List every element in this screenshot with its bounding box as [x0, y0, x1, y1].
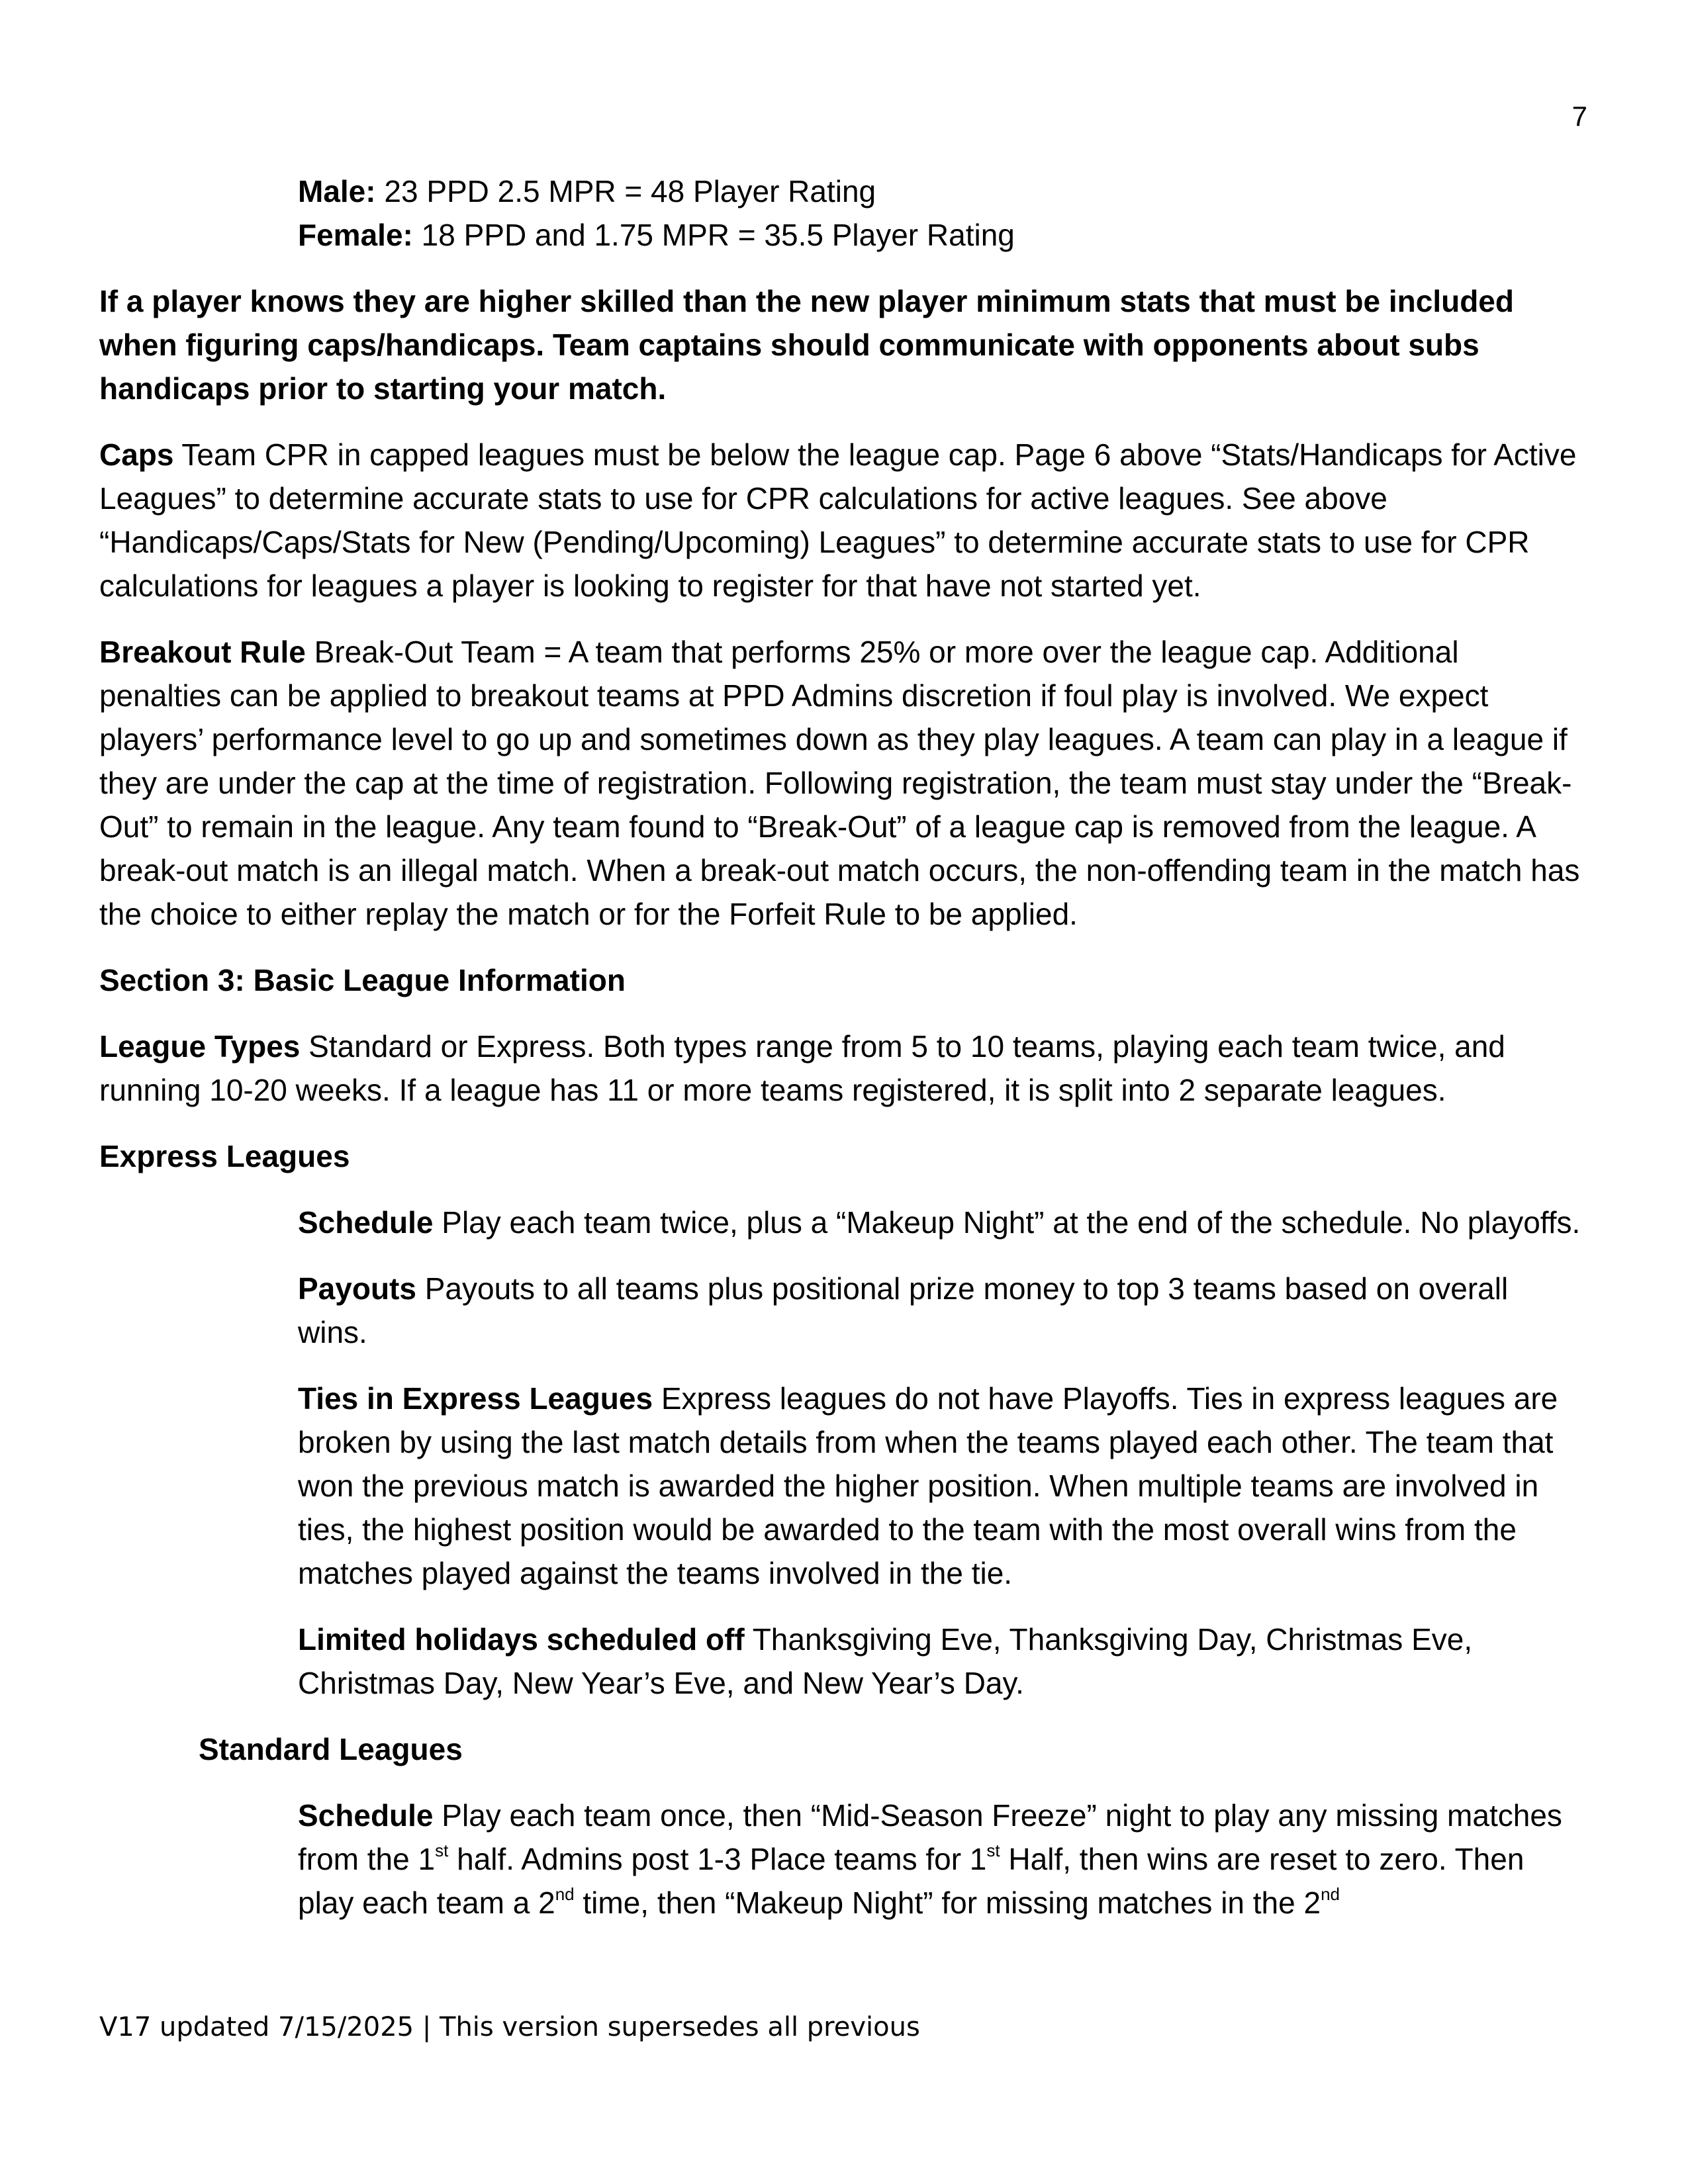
league-types-text: Standard or Express. Both types range from 5 to 10 teams, playing each team twice, and running 10-20 weeks. If a league has 11 or more teams registered, it is split into 2 separate leagues. [99, 1029, 1505, 1107]
female-text: 18 PPD and 1.75 MPR = 35.5 Player Rating [412, 218, 1015, 252]
male-text: 23 PPD 2.5 MPR = 48 Player Rating [375, 174, 876, 208]
express-leagues-heading [99, 1134, 1582, 1178]
express-schedule-paragraph [298, 1201, 1582, 1244]
standard-schedule-label: Schedule [298, 1798, 434, 1833]
express-schedule-label: Schedule [298, 1205, 434, 1240]
standard-schedule-text-1: Play each team once, then “Mid-Season Freeze” night to play any missing matches from the 1 [298, 1798, 1562, 1876]
male-label: Male: [298, 174, 376, 208]
express-holidays-paragraph [298, 1617, 1582, 1705]
caps-text: Team CPR in capped leagues must be below the league cap. Page 6 above “Stats/Handicaps for Active Leagues” to determine accurate stats to use for CPR calculations for active leagues. See above “Handicaps/Caps/Stats for New (Pending/Upcoming) Leagues” to determine accurate stats to use for CPR calculations for leagues a player is looking to register for that have not started yet. [99, 437, 1577, 603]
standard-heading-text: Standard Leagues [199, 1732, 463, 1766]
standard-schedule-paragraph [298, 1794, 1582, 1925]
league-types-paragraph [99, 1024, 1582, 1112]
female-label: Female: [298, 218, 413, 252]
express-payouts-paragraph [298, 1267, 1582, 1354]
caps-paragraph [99, 433, 1582, 608]
standard-schedule-text-4: time, then “Makeup Night” for missing matches in the 2 [574, 1886, 1321, 1920]
express-payouts-text: Payouts to all teams plus positional prize money to top 3 teams based on overall wins. [298, 1271, 1509, 1349]
superscript-st: st [986, 1841, 1000, 1860]
breakout-paragraph [99, 630, 1582, 936]
express-schedule-text: Play each team twice, plus a “Makeup Night” at the end of the schedule. No playoffs. [433, 1205, 1581, 1240]
page-footer: V17 updated 7/15/2025 | This version supersedes all previous [99, 2012, 920, 2042]
skilled-player-note [99, 279, 1582, 410]
page-number: 7 [1571, 101, 1587, 132]
standard-schedule-text-2: half. Admins post 1-3 Place teams for 1 [448, 1842, 987, 1876]
superscript-nd: nd [1321, 1884, 1340, 1904]
section-3-heading-text: Section 3: Basic League Information [99, 963, 626, 997]
express-heading-text: Express Leagues [99, 1139, 350, 1173]
express-holidays-text: Thanksgiving Eve, Thanksgiving Day, Christmas Eve, Christmas Day, New Year’s Eve, and New Year’s Day. [298, 1622, 1473, 1700]
superscript-nd: nd [555, 1884, 575, 1904]
express-payouts-label: Payouts [298, 1271, 416, 1306]
express-holidays-label: Limited holidays scheduled off [298, 1622, 745, 1657]
standard-leagues-heading [199, 1727, 1582, 1771]
breakout-label: Breakout Rule [99, 635, 306, 669]
section-3-heading [99, 958, 1582, 1002]
express-ties-label: Ties in Express Leagues [298, 1381, 653, 1416]
document-body [99, 169, 1582, 1925]
breakout-text: Break-Out Team = A team that performs 25% or more over the league cap. Additional penalties can be applied to breakout teams at PPD Admins discretion if foul play is involved. We expect players’ performance level to go up and sometimes down as they play leagues. A team can play in a league if they are under the cap at the time of registration. Following registration, the team must stay under the “Break-Out” to remain in the league. Any team found to “Break-Out” of a league cap is removed from the league. A break-out match is an illegal match. When a break-out match occurs, the non-offending team in the match has the choice to either replay the match or for the Forfeit Rule to be applied. [99, 635, 1580, 931]
skilled-note-text: If a player knows they are higher skilled than the new player minimum stats that must be included when figuring caps/handicaps. Team captains should communicate with opponents about subs handicaps prior to starting your match. [99, 284, 1514, 406]
female-stats-line [298, 213, 1582, 257]
caps-label: Caps [99, 437, 174, 472]
express-ties-paragraph [298, 1377, 1582, 1595]
league-types-label: League Types [99, 1029, 301, 1064]
express-ties-text: Express leagues do not have Playoffs. Ties in express leagues are broken by using the last match details from when the teams played each other. The team that won the previous match is awarded the higher position. When multiple teams are involved in ties, the highest position would be awarded to the team with the most overall wins from the matches played against the teams involved in the tie. [298, 1381, 1558, 1590]
standard-schedule-text-3: Half, then wins are reset to zero. Then play each team a 2 [298, 1842, 1524, 1920]
superscript-st: st [435, 1841, 449, 1860]
male-stats-line [298, 169, 1582, 213]
